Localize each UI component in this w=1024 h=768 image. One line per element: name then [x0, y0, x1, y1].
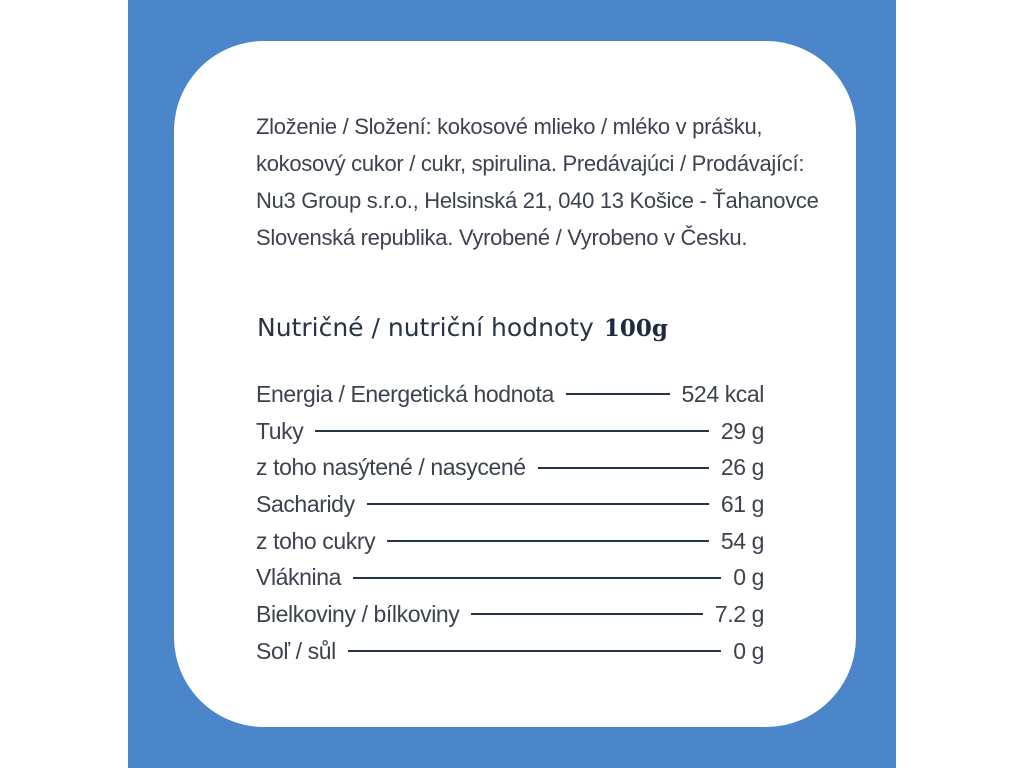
ingredients-line: Slovenská republika. Vyrobené / Vyrobeno v Česku. — [256, 225, 748, 250]
nutrition-row-protein — [256, 596, 764, 633]
row-value: 54 g — [720, 527, 764, 554]
nutrition-row-fiber — [256, 559, 764, 596]
ingredients-line: kokosový cukor / cukr, spirulina. Predávajúci / Prodávající: — [256, 151, 805, 176]
nutrition-row-salt — [256, 633, 764, 670]
row-label: Vláknina — [256, 564, 342, 591]
row-label: Bielkoviny / bílkoviny — [256, 600, 460, 627]
leader-line — [367, 503, 709, 505]
leader-line — [315, 430, 708, 432]
nutrition-table — [256, 376, 764, 670]
ingredients-line: Zloženie / Složení: kokosové mlieko / mléko v prášku, — [256, 114, 763, 139]
leader-line — [387, 540, 709, 542]
row-label: Sacharidy — [256, 490, 355, 517]
row-value: 0 g — [733, 637, 764, 664]
row-value: 29 g — [720, 417, 764, 444]
leader-line — [471, 613, 702, 615]
ingredients-line: Nu3 Group s.r.o., Helsinská 21, 040 13 Košice - Ťahanovce — [256, 188, 819, 213]
row-label: z toho cukry — [256, 527, 376, 554]
row-value: 61 g — [720, 490, 764, 517]
nutrition-row-energy — [256, 376, 764, 413]
row-value: 0 g — [733, 564, 764, 591]
nutrition-heading-text: Nutričné / nutriční hodnoty — [257, 313, 594, 342]
nutrition-amount: 100g — [603, 315, 668, 342]
leader-line — [566, 393, 670, 395]
row-value: 7.2 g — [714, 600, 764, 627]
nutrition-heading — [257, 313, 668, 342]
row-label: Soľ / sůl — [256, 637, 336, 664]
row-value: 26 g — [720, 454, 764, 481]
row-label: Energia / Energetická hodnota — [256, 380, 554, 407]
row-label: z toho nasýtené / nasycené — [256, 454, 526, 481]
leader-line — [538, 467, 709, 469]
nutrition-row-sugars — [256, 523, 764, 560]
row-label: Tuky — [256, 417, 304, 444]
nutrition-row-carbs — [256, 486, 764, 523]
leader-line — [348, 650, 721, 652]
nutrition-row-saturated — [256, 449, 764, 486]
row-value: 524 kcal — [681, 380, 764, 407]
nutrition-row-fat — [256, 413, 764, 450]
leader-line — [353, 577, 721, 579]
ingredients-text — [256, 108, 819, 256]
